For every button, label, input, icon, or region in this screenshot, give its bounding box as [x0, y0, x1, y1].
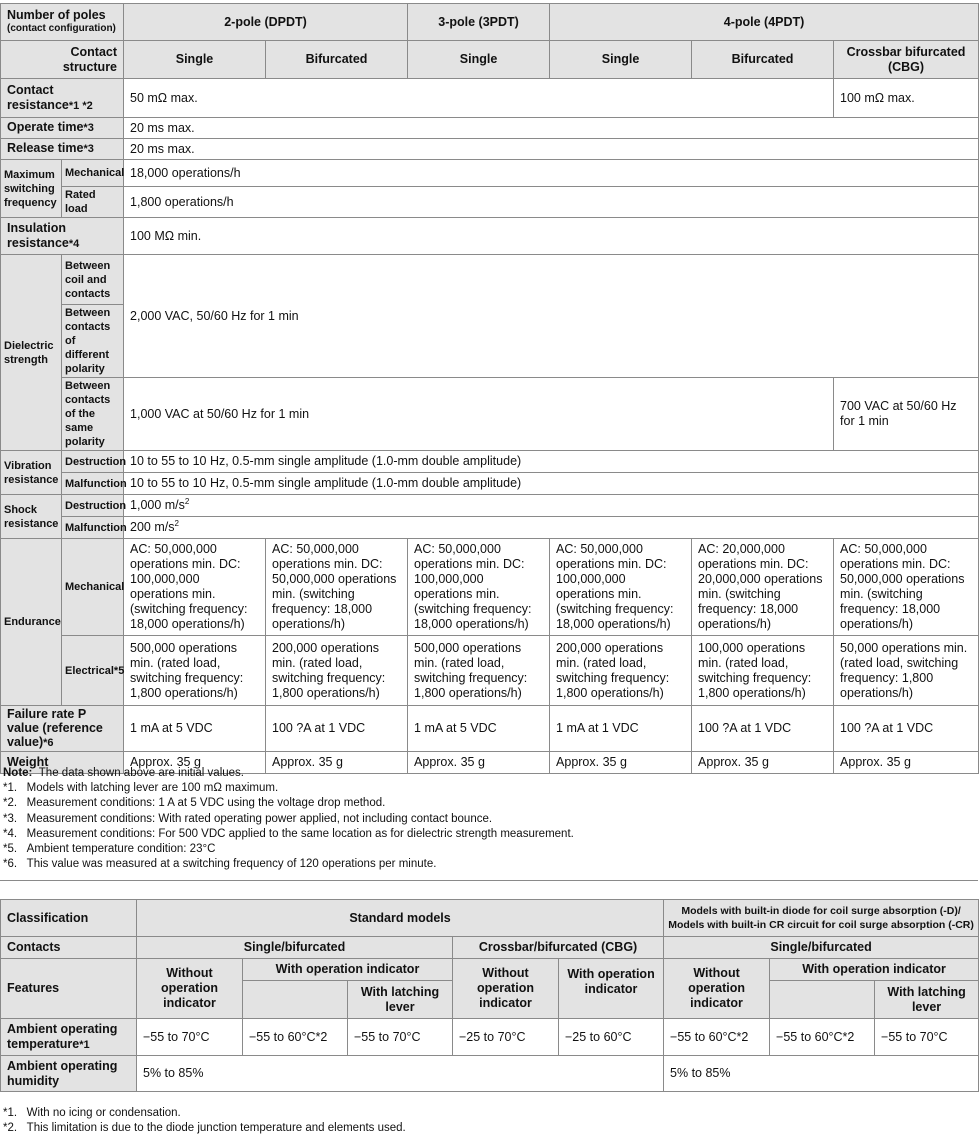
label-text: Operate time: [7, 120, 84, 134]
shock-malfunction-label: Malfunction: [62, 517, 124, 539]
environment-notes: [3, 1106, 406, 1136]
temperature-cell: −25 to 70°C: [453, 1019, 559, 1056]
label-text: Electrical: [65, 664, 114, 677]
vibration-label: Vibration resistance: [1, 451, 62, 495]
dielectric-diff-label: Between contacts of different polarity: [62, 305, 124, 378]
failure-rate-label: [1, 706, 124, 752]
contact-resistance-label: [1, 79, 124, 118]
insulation-label: [1, 218, 124, 255]
footnote-mark: *5: [113, 664, 125, 677]
footnote: [3, 827, 574, 842]
contact-resistance-cbg: 100 mΩ max.: [834, 79, 979, 118]
crossbar-header: Crossbar/bifurcated (CBG): [453, 937, 664, 959]
endurance-mechanical-label: Mechanical: [62, 539, 124, 636]
contact-resistance-value: 50 mΩ max.: [124, 79, 834, 118]
label-text: Insulation resistance: [7, 220, 69, 250]
without-indicator-header: Without operation indicator: [137, 959, 243, 1019]
endurance-electrical-cell: 500,000 operations min. (rated load, switching frequency: 1,800 operations/h): [408, 636, 550, 706]
footnote-mark: *1: [79, 1038, 90, 1051]
footnote-mark: *4: [68, 237, 80, 250]
footnote-mark: *3: [83, 143, 94, 155]
temperature-cell: −25 to 60°C: [559, 1019, 664, 1056]
structure-cell: Single: [550, 41, 692, 79]
footnote-text: Ambient temperature condition: 23°C: [26, 843, 216, 856]
features-label: Features: [1, 959, 137, 1019]
structure-cell: Bifurcated: [692, 41, 834, 79]
contact-structure-header: Contact structure: [1, 41, 124, 79]
temperature-cell: −55 to 70°C: [875, 1019, 979, 1056]
endurance-electrical-cell: 200,000 operations min. (rated load, switching frequency: 1,800 operations/h): [266, 636, 408, 706]
dielectric-same-cbg: 700 VAC at 50/60 Hz for 1 min: [834, 378, 979, 451]
weight-cell: Approx. 35 g: [124, 752, 266, 774]
switching-rated-value: 1,800 operations/h: [124, 187, 979, 218]
structure-cell: Single: [408, 41, 550, 79]
endurance-mechanical-cell: AC: 50,000,000 operations min. DC: 50,000,000 operations min. (switching frequency: 18,000 operations/h): [834, 539, 979, 636]
dielectric-label: Dielectric strength: [1, 255, 62, 451]
footnote-mark: *1.: [3, 782, 18, 795]
without-indicator-builtin-header: Without operation indicator: [664, 959, 770, 1019]
humidity-standard-value: 5% to 85%: [137, 1056, 664, 1092]
footnote-mark: *3.: [3, 812, 18, 825]
endurance-electrical-cell: 50,000 operations min. (rated load, switching frequency: 1,800 operations/h): [834, 636, 979, 706]
classification-label: Classification: [1, 900, 137, 937]
dielectric-same-label: Between contacts of the same polarity: [62, 378, 124, 451]
endurance-electrical-cell: 200,000 operations min. (rated load, switching frequency: 1,800 operations/h): [550, 636, 692, 706]
footnote-text: This limitation is due to the diode junction temperature and elements used.: [26, 1122, 406, 1135]
humidity-builtin-value: 5% to 85%: [664, 1056, 979, 1092]
endurance-mechanical-cell: AC: 20,000,000 operations min. DC: 20,000,000 operations min. (switching frequency: 18,000 operations/h): [692, 539, 834, 636]
shock-destruction-value: [124, 495, 979, 517]
structure-cell: Bifurcated: [266, 41, 408, 79]
environment-table: [0, 899, 979, 1092]
contacts-label: Contacts: [1, 937, 137, 959]
footnote-mark: *4.: [3, 827, 18, 840]
temperature-cell: −55 to 70°C: [348, 1019, 453, 1056]
operate-time-label: [1, 118, 124, 139]
endurance-mechanical-cell: AC: 50,000,000 operations min. DC: 100,000,000 operations min. (switching frequency: 18,000 operations/h): [124, 539, 266, 636]
footnote: [3, 796, 574, 811]
shock-destruction-label: Destruction: [62, 495, 124, 517]
release-time-label: [1, 139, 124, 160]
single-bifurcated-builtin-header: Single/bifurcated: [664, 937, 979, 959]
poles-header: [1, 4, 124, 41]
footnote-mark: *5.: [3, 843, 18, 856]
with-latching-header: With latching lever: [348, 981, 453, 1019]
shock-malfunction-value: [124, 517, 979, 539]
poles-header-title: Number of poles: [7, 8, 106, 22]
col-4pole: 4-pole (4PDT): [550, 4, 979, 41]
footnote: [3, 1106, 406, 1121]
switching-mechanical-label: Mechanical: [62, 160, 124, 187]
footnote-text: Models with latching lever are 100 mΩ maximum.: [26, 782, 279, 795]
weight-label: Weight: [1, 752, 124, 774]
with-latching-builtin-header: With latching lever: [875, 981, 979, 1019]
standard-models-header: Standard models: [137, 900, 664, 937]
switching-frequency-label: Maximum switching frequency: [1, 160, 62, 218]
temperature-cell: −55 to 60°C*2: [664, 1019, 770, 1056]
label-text: Contact resistance: [7, 82, 69, 112]
release-time-value: 20 ms max.: [124, 139, 979, 160]
weight-cell: Approx. 35 g: [834, 752, 979, 774]
vibration-destruction-value: 10 to 55 to 10 Hz, 0.5-mm single amplitude (1.0-mm double amplitude): [124, 451, 979, 473]
endurance-mechanical-cell: AC: 50,000,000 operations min. DC: 100,000,000 operations min. (switching frequency: 18,000 operations/h): [550, 539, 692, 636]
footnote-mark: *6.: [3, 858, 18, 871]
footnote: [3, 842, 574, 857]
weight-cell: Approx. 35 g: [550, 752, 692, 774]
note-label: Note:: [3, 767, 33, 779]
with-indicator-header: With operation indicator: [243, 959, 453, 981]
footnote-text: This value was measured at a switching frequency of 120 operations per minute.: [26, 858, 437, 871]
label-text: Failure rate P value (reference value): [7, 707, 103, 749]
footnote-text: Measurement conditions: 1 A at 5 VDC using the voltage drop method.: [26, 797, 386, 810]
endurance-mechanical-cell: AC: 50,000,000 operations min. DC: 50,000,000 operations min. (switching frequency: 18,000 operations/h): [266, 539, 408, 636]
poles-header-subtitle: (contact configuration): [7, 23, 116, 34]
failure-rate-cell: 1 mA at 1 VDC: [550, 706, 692, 752]
vibration-destruction-label: Destruction: [62, 451, 124, 473]
switching-rated-label: Rated load: [62, 187, 124, 218]
dielectric-same-value: 1,000 VAC at 50/60 Hz for 1 min: [124, 378, 834, 451]
section-divider: [0, 880, 978, 881]
operate-time-value: 20 ms max.: [124, 118, 979, 139]
failure-rate-cell: 100 ?A at 1 VDC: [834, 706, 979, 752]
dielectric-shared-value: 2,000 VAC, 50/60 Hz for 1 min: [124, 255, 979, 378]
vibration-malfunction-value: 10 to 55 to 10 Hz, 0.5-mm single amplitude (1.0-mm double amplitude): [124, 473, 979, 495]
vibration-malfunction-label: Malfunction: [62, 473, 124, 495]
col-3pole: 3-pole (3PDT): [408, 4, 550, 41]
note-header: [3, 766, 574, 781]
builtin-models-header: [664, 900, 979, 937]
footnote-mark: *3: [83, 122, 94, 134]
with-indicator-builtin-header: With operation indicator: [770, 959, 979, 981]
endurance-mechanical-cell: AC: 50,000,000 operations min. DC: 100,000,000 operations min. (switching frequency: 18,000 operations/h): [408, 539, 550, 636]
failure-rate-cell: 1 mA at 5 VDC: [408, 706, 550, 752]
exponent: 2: [184, 496, 190, 506]
footnote-text: With no icing or condensation.: [26, 1107, 181, 1119]
specifications-table: [0, 3, 979, 774]
endurance-electrical-cell: 100,000 operations min. (rated load, switching frequency: 1,800 operations/h): [692, 636, 834, 706]
footnote-marks: *1 *2: [68, 99, 93, 112]
weight-cell: Approx. 35 g: [692, 752, 834, 774]
failure-rate-cell: 100 ?A at 1 VDC: [266, 706, 408, 752]
endurance-electrical-label: [62, 636, 124, 706]
temperature-label: [1, 1019, 137, 1056]
spec-notes: [3, 766, 574, 872]
footnote-text: Measurement conditions: For 500 VDC applied to the same location as for dielectric strength measurement.: [26, 827, 574, 840]
temperature-cell: −55 to 60°C*2: [770, 1019, 875, 1056]
footnote-mark: *6: [43, 737, 54, 749]
label-text: Release time: [7, 141, 84, 155]
footnote-mark: *2.: [3, 797, 18, 810]
endurance-electrical-cell: 500,000 operations min. (rated load, switching frequency: 1,800 operations/h): [124, 636, 266, 706]
weight-cell: Approx. 35 g: [266, 752, 408, 774]
failure-rate-cell: 1 mA at 5 VDC: [124, 706, 266, 752]
single-bifurcated-header: Single/bifurcated: [137, 937, 453, 959]
shock-label: Shock resistance: [1, 495, 62, 539]
builtin-line: Models with built-in CR circuit for coil surge absorption (-CR): [668, 919, 974, 931]
failure-rate-cell: 100 ?A at 1 VDC: [692, 706, 834, 752]
temperature-cell: −55 to 60°C*2: [243, 1019, 348, 1056]
switching-mechanical-value: 18,000 operations/h: [124, 160, 979, 187]
blank-cell: [243, 981, 348, 1019]
temperature-cell: −55 to 70°C: [137, 1019, 243, 1056]
dielectric-coil-label: Between coil and contacts: [62, 255, 124, 305]
humidity-label: Ambient operating humidity: [1, 1056, 137, 1092]
with-indicator-cbg-header: With operation indicator: [559, 959, 664, 1019]
insulation-value: 100 MΩ min.: [124, 218, 979, 255]
endurance-label: Endurance: [1, 539, 62, 706]
builtin-line: Models with built-in diode for coil surge absorption (-D)/: [681, 905, 961, 917]
note-text: The data shown above are initial values.: [38, 767, 244, 779]
value-text: 1,000 m/s: [130, 498, 185, 512]
exponent: 2: [174, 518, 179, 528]
footnote-text: Measurement conditions: With rated operating power applied, not including contact bounce.: [26, 812, 493, 825]
weight-cell: Approx. 35 g: [408, 752, 550, 774]
footnote: [3, 857, 574, 872]
blank-cell: [770, 981, 875, 1019]
structure-cell: Single: [124, 41, 266, 79]
footnote: [3, 812, 574, 827]
structure-cell: Crossbar bifurcated (CBG): [834, 41, 979, 79]
footnote-mark: *1.: [3, 1107, 18, 1119]
value-text: 200 m/s: [130, 520, 175, 534]
footnote-mark: *2.: [3, 1122, 18, 1135]
col-2pole: 2-pole (DPDT): [124, 4, 408, 41]
label-text: Ambient operating temperature: [7, 1021, 118, 1051]
footnote: [3, 1121, 406, 1136]
without-indicator-cbg-header: Without operation indicator: [453, 959, 559, 1019]
footnote: [3, 781, 574, 796]
